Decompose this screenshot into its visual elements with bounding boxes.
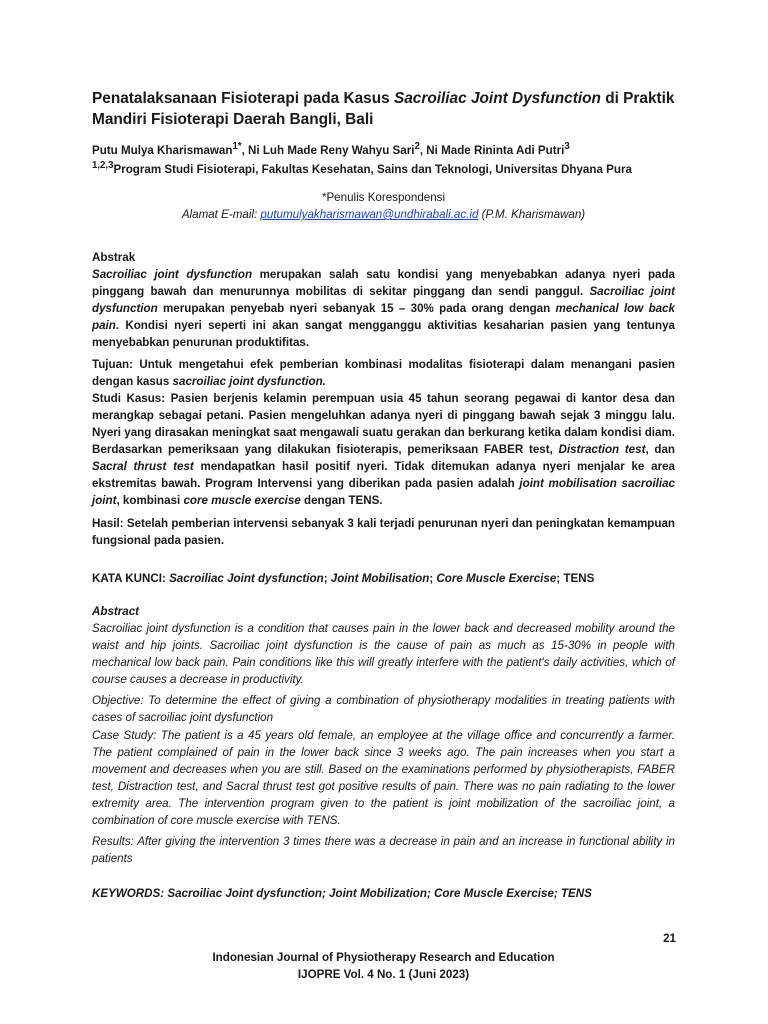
email-link[interactable]: putumulyakharismawan@undhirabali.ac.id (260, 208, 479, 221)
separator: ; (323, 572, 331, 585)
abstrak-heading: Abstrak (92, 251, 136, 264)
author-3: , Ni Made Rininta Adi Putri (419, 143, 565, 157)
text: Tujuan: Untuk mengetahui efek pemberian kombinasi modalitas fisioterapi dalam menangani pasien dengan kasus (92, 358, 675, 388)
abstrak-paragraph-1 (92, 266, 675, 351)
abstrak-studi-kasus (92, 390, 675, 509)
affiliation (92, 157, 675, 178)
author-2-sup: 2 (414, 141, 420, 152)
keyword: Core Muscle Exercise (436, 572, 557, 585)
affiliation-text: Program Studi Fisioterapi, Fakultas Kesehatan, Sains dan Teknologi, Universitas Dhyana Pura (113, 162, 632, 176)
title-italic: Sacroiliac Joint Dysfunction (393, 90, 601, 107)
term-italic: mechanical low back pain (92, 302, 676, 332)
text: , dan (645, 443, 676, 456)
keywords-label: KATA KUNCI: (92, 572, 170, 585)
title-text-end: di Praktik Mandiri Fisioterapi Daerah Bangli, Bali (92, 90, 675, 128)
keywords-english: KEYWORDS: Sacroiliac Joint dysfunction; Joint Mobilization; Core Muscle Exercise; TENS (92, 887, 592, 900)
term-italic: Distraction test (558, 443, 646, 456)
author-1: Putu Mulya Kharismawan (92, 143, 233, 157)
abstract-objective: Objective: To determine the effect of giving a combination of physiotherapy modalities in treating patients with cases of sacroiliac joint dysfunction (92, 694, 675, 724)
separator: ; (429, 572, 437, 585)
abstrak-tujuan (92, 356, 675, 390)
abstract-results: Results: After giving the intervention 3 times there was a decrease in pain and an increase in functional ability in patients (92, 835, 675, 865)
correspondence-label: *Penulis Korespondensi (321, 191, 446, 204)
journal-volume: IJOPRE Vol. 4 No. 1 (Juni 2023) (297, 968, 470, 981)
journal-name: Indonesian Journal of Physiotherapy Research and Education (212, 951, 555, 964)
keyword: Joint Mobilisation (330, 572, 430, 585)
term-italic: sacroiliac joint dysfunction. (172, 375, 326, 388)
text: Studi Kasus: Pasien berjenis kelamin perempuan usia 45 tahun seorang pegawai di kantor desa dan merangkap sebagai petani. Pasien mengeluhkan adanya nyeri di pinggang bawah sejak 3 minggu lalu. Nyeri yang dirasakan meningkat saat mengawali suatu gerakan dan berkurang ketika dalam kondisi diam. Berdasarkan pemeriksaan yang dilakukan fisioterapis, pemeriksaan FABER test, (92, 392, 675, 456)
keyword: Sacroiliac Joint dysfunction (169, 572, 324, 585)
separator: ; TENS (556, 572, 595, 585)
term-italic: Sacroiliac joint dysfunction (92, 268, 253, 281)
title-text: Penatalaksanaan Fisioterapi pada Kasus (92, 90, 394, 107)
abstract-paragraph-1: Sacroiliac joint dysfunction is a condition that causes pain in the lower back and decreased mobility around the waist and hip joints. Sacroiliac joint dysfunction is the cause of pain as much as 15-30% in people with mechanical low back pain. Pain conditions like this will greatly interfere with the patient's daily activities, which of course causes a decrease in productivity. (92, 622, 675, 686)
abstract-case-study: Case Study: The patient is a 45 years old female, an employee at the village office and concurrently a farmer. The patient complained of pain in the lower back since 3 weeks ago. The pain increases when you start a movement and decreases when you are still. Based on the examinations performed by physiotherapists, FABER test, Distraction test, and Sacral thrust test got positive results of pain. There was no pain radiating to the lower extremity area. The intervention program given to the patient is joint mobilization of the sacroiliac joint, a combination of core muscle exercise with TENS. (92, 729, 675, 827)
email-line (92, 207, 675, 223)
text: mendapatkan hasil positif nyeri. Tidak ditemukan adanya nyeri menjalar ke area ekstremitas bawah. Program Intervensi yang diberikan pada pasien adalah (92, 460, 675, 490)
email-suffix: (P.M. Kharismawan) (478, 208, 586, 221)
text: dengan TENS. (300, 494, 383, 507)
author-list (92, 138, 675, 159)
term-italic: Sacroiliac joint dysfunction (92, 285, 675, 315)
kata-kunci (92, 570, 675, 587)
author-1-sup: 1* (232, 141, 242, 152)
author-3-sup: 3 (564, 141, 570, 152)
term-italic: joint mobilisation sacroiliac joint (92, 477, 675, 507)
abstrak-hasil: Hasil: Setelah pemberian intervensi sebanyak 3 kali terjadi penurunan nyeri dan peningkatan kemampuan fungsional pada pasien. (92, 517, 675, 547)
email-prefix: Alamat E-mail: (181, 208, 261, 221)
text: . Kondisi nyeri seperti ini akan sangat mengganggu aktivitias kesaharian pasien yang tentunya menyebabkan penurunan produktifitas. (92, 319, 675, 349)
term-italic: core muscle exercise (183, 494, 301, 507)
author-2: , Ni Luh Made Reny Wahyu Sari (241, 143, 415, 157)
text: , kombinasi (116, 494, 184, 507)
article-title (92, 88, 675, 130)
page-number: 21 (663, 932, 676, 945)
affiliation-sup: 1,2,3 (92, 160, 114, 171)
text: merupakan salah satu kondisi yang menyebabkan adanya nyeri pada pinggang bawah dan menurunnya mobilitas di sekitar pinggang dan sendi panggul. (92, 268, 676, 298)
abstract-heading: Abstract (92, 605, 140, 618)
text: merupakan penyebab nyeri sebanyak 15 – 30% pada orang dengan (157, 302, 556, 315)
term-italic: Sacral thrust test (92, 460, 194, 473)
